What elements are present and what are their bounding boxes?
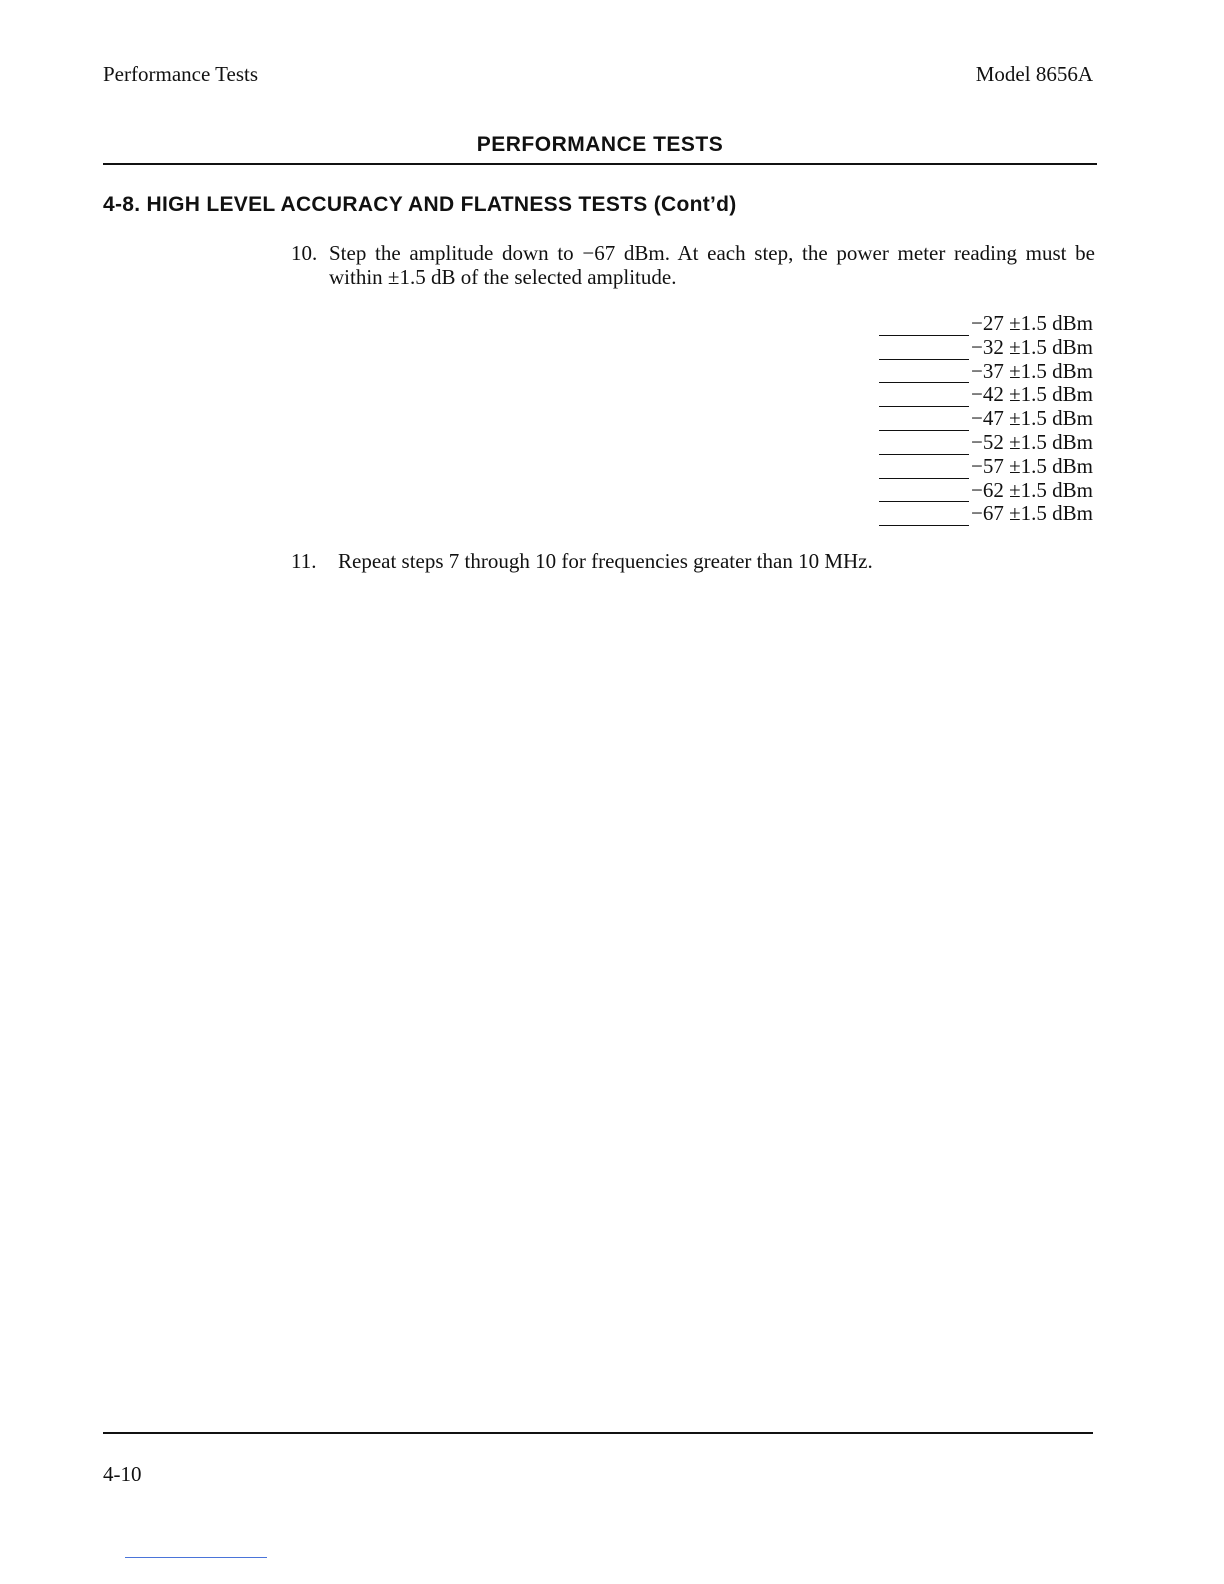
record-blank <box>879 318 969 336</box>
running-header-left: Performance Tests <box>103 62 259 86</box>
reading-spec: −67 ±1.5 dBm <box>971 501 1093 526</box>
scan-artifact-line <box>125 1557 267 1558</box>
reading-row <box>879 407 1093 431</box>
record-blank <box>879 437 969 455</box>
reading-spec: −37 ±1.5 dBm <box>971 358 1093 383</box>
record-blank <box>879 461 969 479</box>
reading-row <box>879 431 1093 455</box>
reading-spec: −32 ±1.5 dBm <box>971 334 1093 359</box>
reading-spec: −62 ±1.5 dBm <box>971 477 1093 502</box>
page-number: 4-10 <box>103 1462 142 1486</box>
reading-row <box>879 455 1093 479</box>
step-text: Step the amplitude down to −67 dBm. At each step, the power meter reading must be within ±1.5 dB of the selected amplitude. <box>329 241 1095 289</box>
step-number: 10. <box>291 241 318 265</box>
reading-row <box>879 383 1093 407</box>
record-blank <box>879 413 969 431</box>
record-blank <box>879 389 969 407</box>
record-blank <box>879 342 969 360</box>
reading-spec: −42 ±1.5 dBm <box>971 382 1093 407</box>
reading-row <box>879 502 1093 526</box>
record-blank <box>879 508 969 526</box>
reading-spec: −57 ±1.5 dBm <box>971 453 1093 478</box>
record-blank <box>879 484 969 502</box>
step-number: 11. <box>291 549 317 573</box>
record-blank <box>879 365 969 383</box>
reading-spec: −27 ±1.5 dBm <box>971 311 1093 335</box>
footer-rule <box>103 1432 1093 1434</box>
reading-row <box>879 312 1093 336</box>
reading-spec: −52 ±1.5 dBm <box>971 429 1093 454</box>
reading-row <box>879 360 1093 384</box>
readings-list <box>879 312 1093 526</box>
subsection-title: 4-8. HIGH LEVEL ACCURACY AND FLATNESS TESTS (Cont’d) <box>103 193 737 216</box>
running-header-right: Model 8656A <box>975 62 1093 86</box>
section-title: PERFORMANCE TESTS <box>476 133 724 156</box>
reading-spec: −47 ±1.5 dBm <box>971 406 1093 431</box>
step-11 <box>291 549 873 574</box>
reading-row <box>879 479 1093 503</box>
header-rule <box>103 163 1097 165</box>
reading-row <box>879 336 1093 360</box>
step-text: Repeat steps 7 through 10 for frequencies greater than 10 MHz. <box>338 549 873 573</box>
step-10 <box>291 241 1095 289</box>
